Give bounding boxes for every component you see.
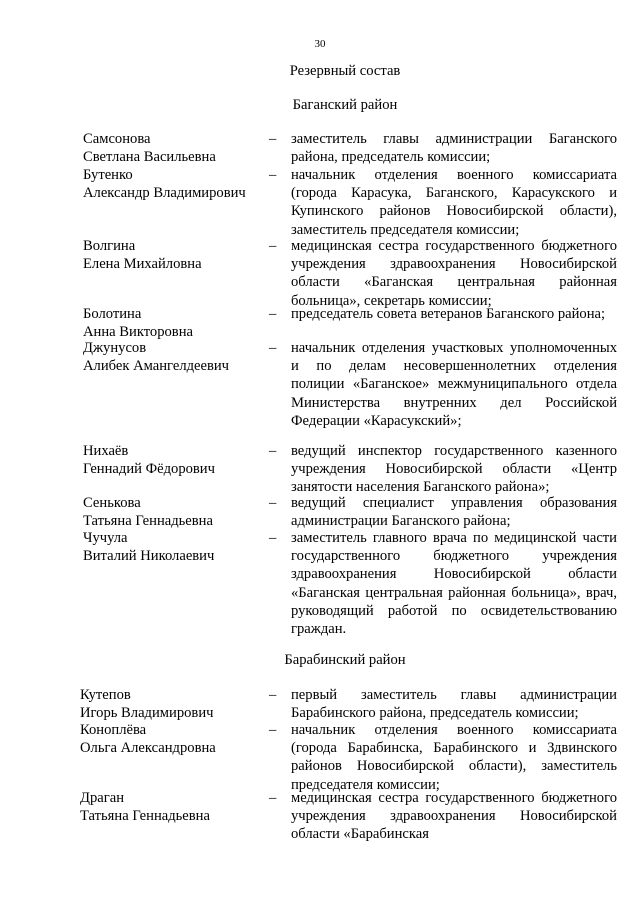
member-surname: Самсонова	[83, 131, 151, 147]
member-position: ведущий инспектор государственного казенного учреждения Новосибирской области «Центр занятости населения Баганского района»;	[291, 443, 617, 496]
dash-separator: –	[269, 238, 277, 254]
member-surname: Волгина	[83, 238, 136, 254]
member-surname: Джунусов	[83, 340, 147, 356]
dash-separator: –	[269, 790, 277, 806]
member-surname: Кутепов	[80, 687, 131, 703]
dash-separator: –	[269, 530, 277, 546]
member-given-names: Александр Владимирович	[83, 185, 246, 202]
member-position: первый заместитель главы администрации Барабинского района, председатель комиссии;	[291, 687, 617, 722]
member-position: медицинская сестра государственного бюджетного учреждения здравоохранения Новосибирской области «Баганская центральная районная больница», секретарь комиссии;	[291, 238, 617, 309]
member-name	[83, 305, 273, 341]
member-position: заместитель главы администрации Баганского района, председатель комиссии;	[291, 131, 617, 166]
member-surname: Нихаёв	[83, 443, 129, 459]
member-surname: Болотина	[83, 306, 142, 322]
member-surname: Бутенко	[83, 167, 133, 183]
member-name	[83, 442, 273, 478]
section-heading-barabinsk: Барабинский район	[284, 652, 406, 668]
member-given-names: Светлана Васильевна	[83, 149, 216, 166]
member-position: медицинская сестра государственного бюджетного учреждения здравоохранения Новосибирской области «Барабинская	[291, 790, 617, 843]
member-position: председатель совета ветеранов Баганского района;	[291, 306, 606, 322]
member-given-names: Анна Викторовна	[83, 324, 193, 341]
member-given-names: Татьяна Геннадьевна	[83, 513, 213, 530]
member-name	[80, 789, 270, 825]
member-surname: Коноплёва	[80, 722, 147, 738]
document-title: Резервный состав	[289, 63, 401, 79]
dash-separator: –	[269, 687, 277, 703]
dash-separator: –	[269, 495, 277, 511]
section-heading-bagan: Баганский район	[292, 97, 398, 113]
member-position: заместитель главного врача по медицинской части государственного бюджетного учреждения здравоохранения Новосибирской области «Баганская центральная районная больница», врач, руководящий работой по освидетельствованию граждан.	[291, 530, 617, 638]
dash-separator: –	[269, 131, 277, 147]
member-name	[83, 529, 273, 565]
member-name	[83, 130, 273, 166]
member-position: ведущий специалист управления образования администрации Баганского района;	[291, 495, 617, 530]
member-given-names: Игорь Владимирович	[80, 705, 214, 722]
member-given-names: Виталий Николаевич	[83, 548, 215, 565]
dash-separator: –	[269, 306, 277, 322]
member-name	[80, 721, 270, 757]
member-position: начальник отделения военного комиссариата (города Карасука, Баганского, Карасукского и Купинского районов Новосибирской области), заместитель председателя комиссии;	[291, 167, 617, 238]
dash-separator: –	[269, 722, 277, 738]
member-given-names: Елена Михайловна	[83, 256, 202, 273]
dash-separator: –	[269, 443, 277, 459]
member-given-names: Алибек Амангелдеевич	[83, 358, 230, 375]
member-name	[83, 339, 273, 375]
member-name	[83, 494, 273, 530]
member-name	[80, 686, 270, 722]
member-given-names: Геннадий Фёдорович	[83, 461, 215, 478]
page-number: 30	[314, 38, 326, 50]
member-surname: Сенькова	[83, 495, 141, 511]
member-name	[83, 166, 273, 202]
dash-separator: –	[269, 167, 277, 183]
member-given-names: Ольга Александровна	[80, 740, 216, 757]
member-position: начальник отделения участковых уполномоченных и по делам несовершеннолетних отделения полиции «Баганское» межмуниципального отдела Министерства внутренних дел Российской Федерации «Карасукский»;	[291, 340, 617, 429]
member-position: начальник отделения военного комиссариата (города Барабинска, Барабинского и Здвинского районов Новосибирской области), заместитель председателя комиссии;	[291, 722, 617, 793]
member-given-names: Татьяна Геннадьевна	[80, 808, 210, 825]
member-surname: Чучула	[83, 530, 128, 546]
member-surname: Драган	[80, 790, 125, 806]
member-name	[83, 237, 273, 273]
dash-separator: –	[269, 340, 277, 356]
